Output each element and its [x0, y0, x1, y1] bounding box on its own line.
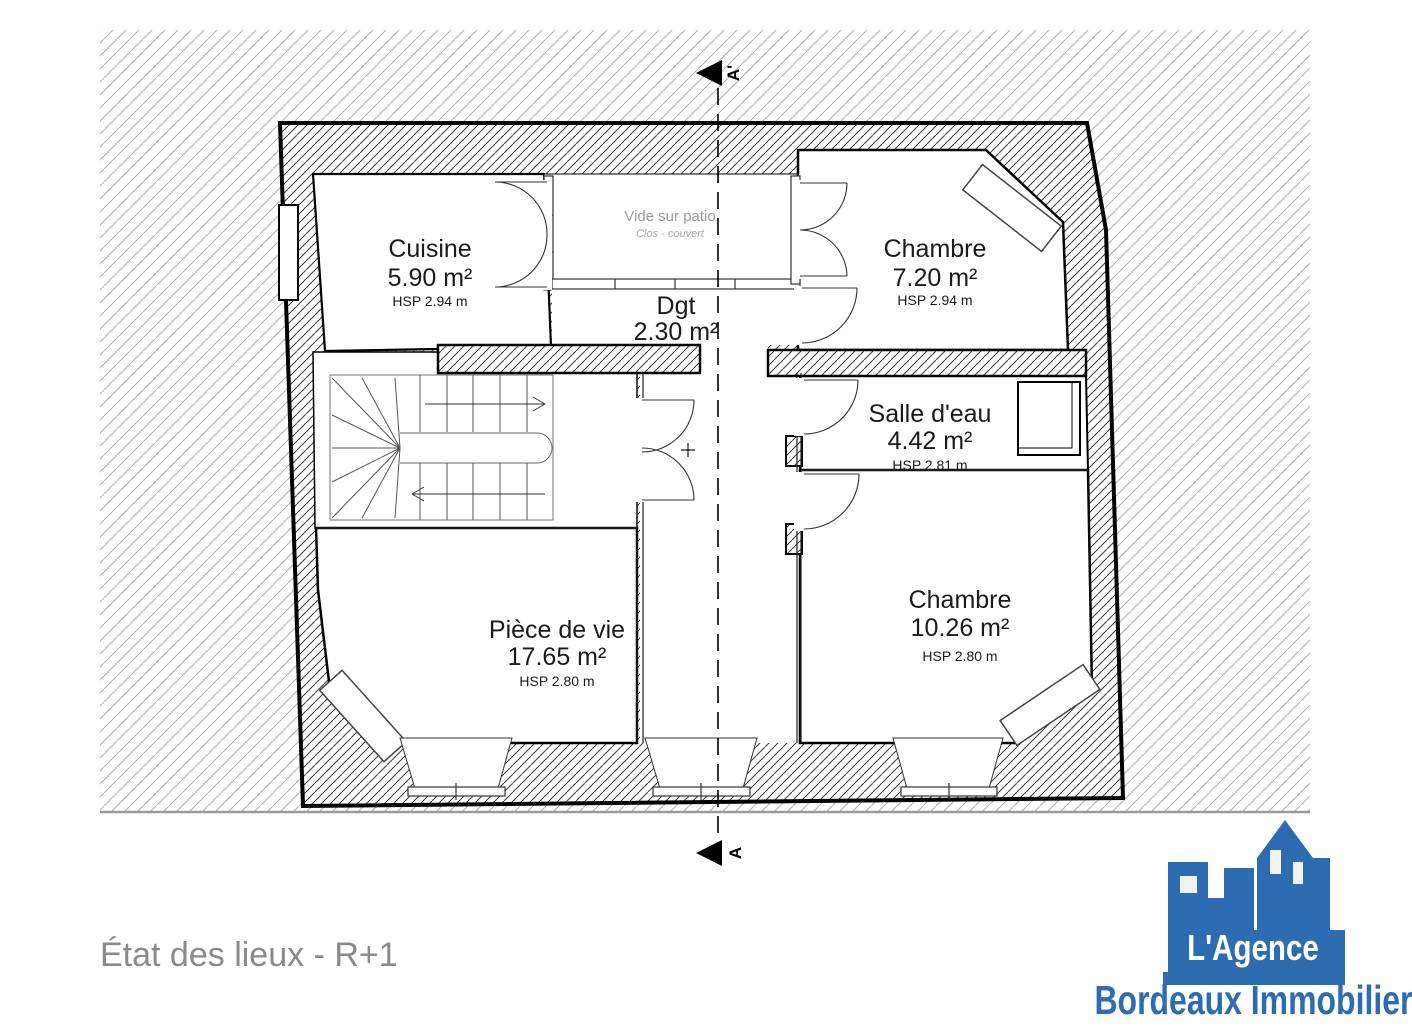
label-dgt-name: Dgt — [656, 292, 696, 320]
label-dgt-area: 2.30 m² — [633, 318, 719, 346]
label-piece-de-vie-hsp: HSP 2.80 m — [519, 673, 595, 689]
label-salle-eau-area: 4.42 m² — [887, 427, 973, 455]
label-chambre1-hsp: HSP 2.94 m — [897, 292, 973, 308]
label-chambre2-area: 10.26 m² — [910, 614, 1010, 642]
shower-tray — [1018, 382, 1080, 455]
window-chambre-2 — [893, 738, 1003, 800]
label-chambre2-hsp: HSP 2.80 m — [922, 648, 998, 664]
stair-hall — [313, 352, 637, 528]
label-cuisine-name: Cuisine — [388, 235, 472, 263]
logo-text-line2: Bordeaux Immobilier — [1094, 977, 1412, 1023]
label-chambre2-name: Chambre — [908, 586, 1012, 614]
label-patio: Vide sur patio — [624, 208, 716, 225]
label-cuisine-hsp: HSP 2.94 m — [392, 293, 468, 309]
logo-text-line1: L'Agence — [1187, 927, 1319, 968]
agency-logo — [1094, 820, 1412, 1023]
logo-window-3 — [1293, 862, 1303, 884]
label-cuisine-area: 5.90 m² — [387, 264, 473, 292]
window-piece-de-vie — [400, 738, 512, 800]
label-piece-de-vie-name: Pièce de vie — [488, 616, 626, 644]
section-label-bottom: A — [726, 846, 745, 860]
section-label-top: A' — [724, 64, 743, 82]
wall-niche — [279, 205, 298, 300]
label-salle-eau-name: Salle d'eau — [868, 400, 992, 428]
label-patio-sub: Clos - couvert — [636, 228, 704, 240]
corridor-gap — [700, 345, 768, 376]
corridor-vertical — [640, 373, 800, 743]
window-corridor — [645, 738, 757, 800]
label-chambre1-name: Chambre — [883, 235, 987, 263]
exterior-windows — [400, 738, 1003, 800]
label-chambre1-area: 7.20 m² — [892, 264, 978, 292]
label-piece-de-vie-area: 17.65 m² — [507, 643, 607, 671]
logo-window-2 — [1270, 850, 1281, 874]
label-salle-eau-hsp: HSP 2.81 m — [892, 457, 968, 473]
logo-window-1 — [1180, 876, 1197, 893]
section-arrow-bottom — [696, 840, 722, 866]
drawing-title: État des lieux - R+1 — [100, 936, 398, 974]
